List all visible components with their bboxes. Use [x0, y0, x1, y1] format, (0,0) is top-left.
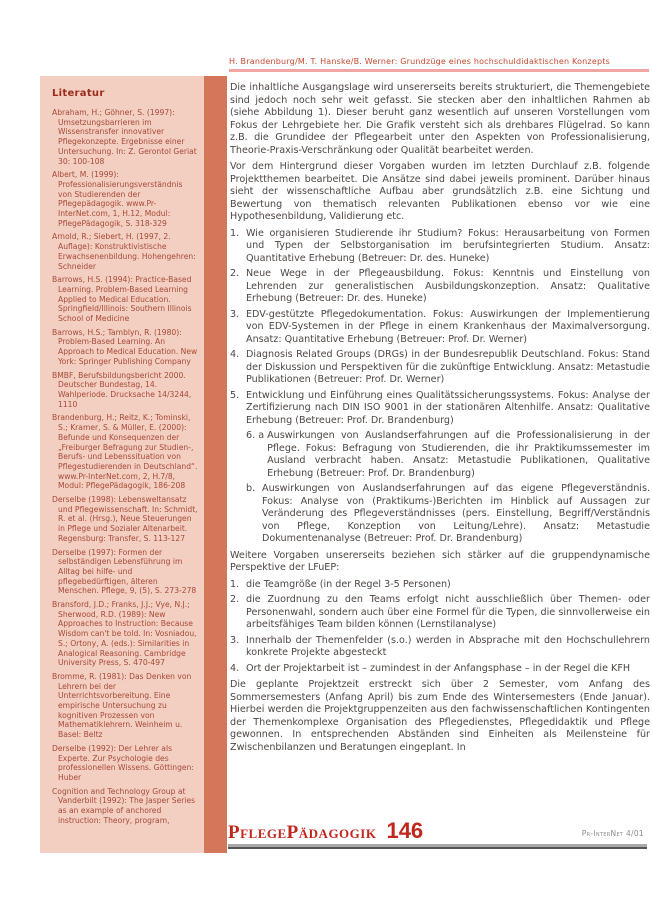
- guideline-item: [230, 635, 650, 660]
- project-item-text: Wie organisieren Studierende ihr Studium? Fokus: Herausarbeitung von Formen und Typen der Selbstorganisation im berufsintegrierten Studium. Ansatz: Quantitative Erhebung (Betreuer: Dr. des. Huneke): [246, 227, 650, 264]
- project-item-marker: 1.: [230, 227, 240, 239]
- project-item: [230, 390, 650, 428]
- project-item: [246, 483, 650, 546]
- guidelines-intro-paragraph: Weitere Vorgaben unsererseits beziehen sich stärker auf die gruppendynamische Perspektive der LFuEP:: [230, 549, 650, 573]
- project-item-text: EDV-gestützte Pflegedokumentation. Fokus: Auswirkungen der Implementierung von EDV-Systemen in der Pflege in einem Krankenhaus der Maximalversorgung. Ansatz: Quantitative Erhebung (Betreuer: Prof. Dr. Werner): [246, 308, 650, 345]
- journal-footer: [228, 818, 423, 844]
- project-item-text: Diagnosis Related Groups (DRGs) in der Bundesrepublik Deutschland. Fokus: Stand der Diskussion und Perspektiven für die zukünftige Entwicklung. Ansatz: Metastudie Publikationen (Betreuer: Prof. Dr. Werner): [246, 349, 650, 385]
- footer-rule: [228, 844, 647, 849]
- guideline-item: [230, 663, 650, 676]
- project-item-marker: 3.: [230, 308, 240, 320]
- journal-brand: PflegePädagogik: [228, 822, 377, 843]
- project-item-text: Auswirkungen von Auslandserfahrungen auf das eigene Pflegeverständnis. Fokus: Analyse von (Praktikums-)Berichten im Hinblick auf Aussagen zur Veränderung des Pflegeverständnisses (pers. Einstellung, Begriff/Verständnis von Pflege, Konzeption von Leitung/Lehre). Ansatz: Metastudie Dokumentenanalyse (Betreuer: Prof. Dr. Brandenburg): [262, 483, 650, 544]
- article-body: [230, 82, 650, 758]
- accent-divider-bar: [204, 76, 227, 853]
- schedule-paragraph: Die geplante Projektzeit erstreckt sich über 2 Semester, vom Anfang des Sommersemesters (Anfang April) bis zum Ende des Wintersemesters (Ende Januar). Hierbei werden die Projektgruppenzeiten aus den fachwissenschaftlichen Kontingenten der Themenkomplexe Organisation des Pflegedienstes, Pflegedidaktik und Pflege gewonnen. In entsprechenden Abständen sind Einheiten als Meilensteine für Zwischenbilanzen und Beratungen eingeplant. In: [230, 679, 650, 753]
- literature-reference: Cognition and Technology Group at Vanderbilt (1992): The Jasper Series as an example of anchored instruction: Theory, program,: [52, 786, 196, 825]
- running-head-underline: [229, 69, 649, 72]
- guideline-item: [230, 579, 650, 592]
- literature-heading: Literatur: [52, 88, 105, 99]
- guideline-item-text: die Zuordnung zu den Teams erfolgt nicht ausschließlich über Themen- oder Personenwahl, sondern auch über eine Formel für die Typen, die sinnvollerweise ein arbeitsfähiges Team bilden können (Lernstilanalyse): [246, 594, 650, 630]
- project-item: [230, 268, 650, 306]
- guideline-item-text: Ort der Projektarbeit ist – zumindest in der Anfangsphase – in der Regel die KFH: [246, 662, 631, 674]
- project-item-text: Neue Wege in der Pflegeausbildung. Fokus: Kenntnis und Einstellung von Lehrenden zur generalistischen Ausbildungskonzeption. Ansatz: Qualitative Erhebung (Betreuer: Dr. des. Huneke): [246, 268, 650, 304]
- literature-reference: Arnold, R.; Siebert, H. (1997, 2. Auflage): Konstruktivistische Erwachsenenbildung. Hohengehren: Schneider: [52, 232, 196, 271]
- intro-paragraph: Die inhaltliche Ausgangslage wird unsererseits bereits strukturiert, die Themengebiete sind jedoch noch sehr weit gefasst. Sie stecken aber den inhaltlichen Rahmen ab (siehe Abbildung 1). Dieser beruht ganz wesentlich auf unseren Vorstellungen vom Fokus der Lehrgebiete her. Die Grafik versteht sich als drehbares Flügelrad. So kann z.B. die Grundidee der Pflegearbeit unter den Aspekten von Professionalisierung, Theorie-Praxis-Verschränkung oder Qualität bearbeitet werden.: [230, 82, 650, 156]
- project-item-marker: 2.: [230, 268, 240, 279]
- running-head: H. Brandenburg/M. T. Hanske/B. Werner: Grundzüge eines hochschuldidaktischen Konzepts: [229, 57, 610, 66]
- literature-reference: Barrows, H.S.; Tamblyn, R. (1980): Problem-Based Learning. An Approach to Medical Education. New York: Springer Publishing Company: [52, 327, 198, 366]
- literature-panel: [40, 76, 204, 853]
- literature-reference: Derselbe (1998): Lebensweltansatz und Pflegewissenschaft. In: Schmidt, R. et al. (Hrsg.), Neue Steuerungen in Pflege und Sozialer Altenarbeit. Regensburg: Transfer, S. 113-127: [52, 495, 198, 543]
- literature-list: [52, 108, 198, 826]
- guideline-item-marker: 2.: [230, 594, 240, 605]
- literature-reference: Derselbe (1992): Der Lehrer als Experte. Zur Psychologie des professionellen Wissens. Göttingen: Huber: [52, 743, 194, 782]
- guideline-item-marker: 1.: [230, 578, 240, 590]
- project-item: [230, 309, 650, 347]
- project-item-text: Entwicklung und Einführung eines Qualitätssicherungssystems. Fokus: Analyse der Zertifizierung nach DIN ISO 9001 in der stationären Altenhilfe. Ansatz: Qualitative Erhebung (Betreuer: Prof. Dr. Brandenburg): [246, 389, 650, 426]
- literature-reference: Albert, M. (1999): Professionalisierungsverständnis von Studierenden der Pflegepädagogik. www.Pr-InterNet.com, 1, H.12, Modul: PflegePädagogik, S. 318-329: [52, 170, 183, 228]
- project-item-marker: 5.: [230, 389, 240, 401]
- guideline-item: [230, 594, 650, 632]
- project-item-text: Auswirkungen von Auslandserfahrungen auf die Professionalisierung in der Pflege. Fokus: Befragung von Studierenden, die ihr Praktikumssemester im Ausland verbracht haben. Ansatz: Metastudie Publikationen, Qualitative Erhebung (Betreuer: Prof. Dr. Brandenburg): [267, 430, 650, 479]
- guideline-item-text: die Teamgröße (in der Regel 3-5 Personen): [246, 578, 451, 590]
- project-list: [230, 228, 650, 546]
- guideline-item-marker: 3.: [230, 634, 240, 646]
- literature-reference: Abraham, H.; Göhner, S. (1997): Umsetzungsbarrieren im Wissenstransfer innovativer Pflegekonzepte. Ergebnisse einer Untersuchung. In: Z. Gerontol Geriat 30: 100-108: [52, 108, 197, 166]
- guideline-item-text: Innerhalb der Themenfelder (s.o.) werden in Absprache mit den Hochschullehrern konkrete Projekte abgesteckt: [246, 634, 650, 658]
- projects-intro-paragraph: Vor dem Hintergrund dieser Vorgaben wurden im letzten Durchlauf z.B. folgende Projektthemen bearbeitet. Die Ansätze sind dabei jeweils prominent. Darüber hinaus sieht der wissenschaftliche Aufbau aber grundsätzlich z.B. eine Sichtung und Bewertung von thematisch relevanten Publikationen ebenso vor wie eine Hypothesenbildung, Validierung etc.: [230, 161, 650, 222]
- literature-reference: Bromme, R. (1981): Das Denken von Lehrern bei der Unterrichtsvorbereitung. Eine empirische Untersuchung zu kognitiven Prozessen von Mathematiklehrern. Weinheim u. Basel: Beltz: [52, 671, 192, 740]
- project-item: [246, 430, 650, 480]
- project-item: [230, 228, 650, 266]
- project-item: [230, 349, 650, 387]
- literature-reference: Bransford, J.D.; Franks, J.J.; Vye, N.J.; Sherwood, R.D. (1989): New Approaches to Instruction: Because Wisdom can't be told. In: Vosniadou, S.; Ortony, A. (eds.): Similarities in Analogical Reasoning. Cambridge University Press, S. 470-497: [52, 600, 197, 668]
- literature-reference: Derselbe (1997): Formen der selbständigen Lebensführung im Alltag bei hilfe- und pflegebedürftigen, älteren Menschen. Pflege, 9, (5), S. 273-278: [52, 547, 197, 596]
- literature-reference: BMBF, Berufsbildungsbericht 2000. Deutscher Bundestag, 14. Wahlperiode. Drucksache 14/3244, 1110: [52, 370, 192, 409]
- literature-reference: Barrows, H.S. (1994): Practice-Based Learning. Problem-Based Learning Applied to Medical Education. Springfield/Illinois: Southern Illinois School of Medicine: [52, 275, 192, 324]
- guideline-list: [230, 579, 650, 676]
- project-item-marker: b.: [246, 483, 256, 494]
- issue-label: Pr-InterNet 4/01: [581, 829, 644, 838]
- literature-reference: Brandenburg, H.; Reitz, K.; Tominski, S.; Kramer, S. & Müller, E. (2000): Befunde und Konsequenzen der „Freiburger Befragung zur Studien-, Berufs- und Lebenssituation von Pflegestudierenden in Deutschland“. www.Pr-InterNet.com, 2, H.7/8, Modul: PflegePädagogik, 186-208: [52, 413, 198, 491]
- guideline-item-marker: 4.: [230, 662, 240, 674]
- project-item-marker: 4.: [230, 349, 240, 360]
- project-item-marker: 6. a: [246, 430, 265, 441]
- page-number: 146: [386, 818, 424, 843]
